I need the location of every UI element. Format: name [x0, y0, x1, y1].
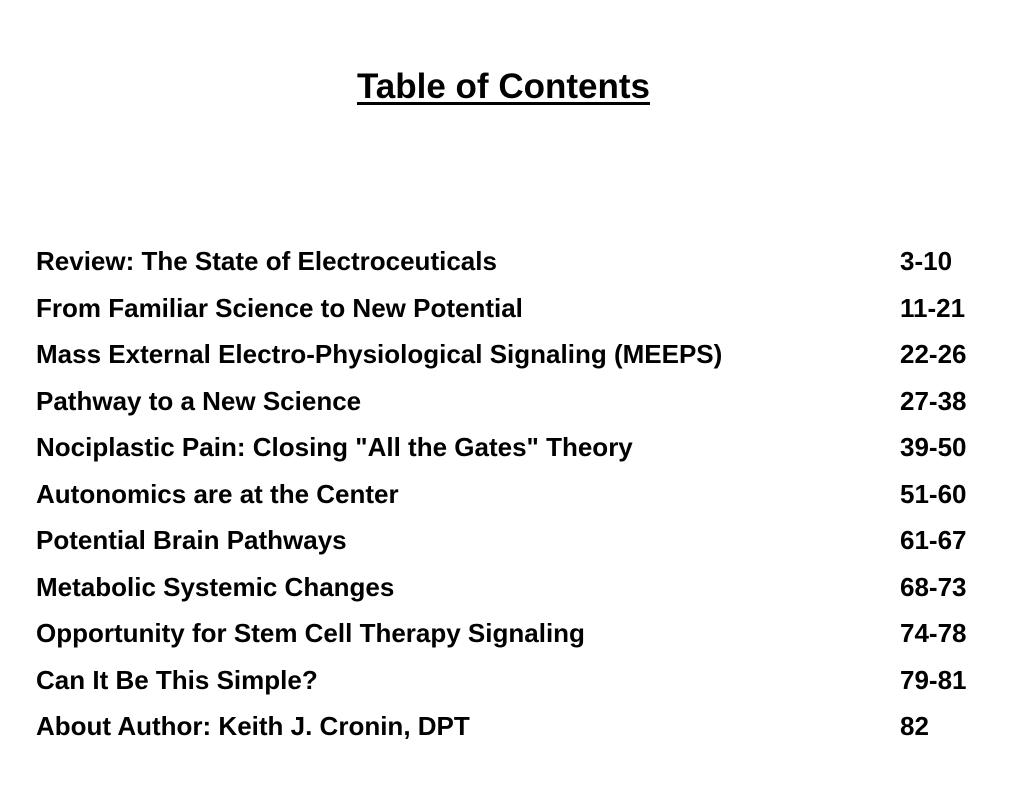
toc-entry-title: Metabolic Systemic Changes: [36, 571, 395, 602]
toc-entry-pages: 22-26: [900, 339, 967, 369]
toc-entry: [36, 429, 996, 476]
toc-entry-title: From Familiar Science to New Potential: [36, 292, 523, 323]
toc-entry-title: Mass External Electro-Physiological Signaling (MEEPS): [36, 339, 723, 369]
toc-list: [36, 243, 996, 755]
toc-entry: [36, 243, 996, 290]
toc-entry-pages: 11-21: [900, 292, 966, 323]
toc-entry-pages: 68-73: [900, 571, 967, 602]
toc-entry: [36, 522, 996, 569]
toc-entry: [36, 290, 996, 337]
toc-entry-title: Potential Brain Pathways: [36, 525, 347, 555]
toc-entry-title: Opportunity for Stem Cell Therapy Signaling: [36, 618, 585, 648]
toc-entry-title: Nociplastic Pain: Closing "All the Gates" Theory: [36, 432, 633, 462]
toc-entry-pages: 3-10: [900, 246, 953, 276]
toc-entry-pages: 61-67: [900, 525, 967, 555]
toc-entry: [36, 383, 996, 430]
toc-entry-title: Autonomics are at the Center: [36, 478, 399, 509]
toc-entry-pages: 51-60: [900, 478, 967, 509]
toc-entry-pages: 82: [900, 711, 929, 741]
toc-entry-title: Can It Be This Simple?: [36, 664, 318, 695]
toc-entry-pages: 39-50: [900, 432, 967, 462]
toc-entry: [36, 476, 996, 523]
page-title: Table of Contents: [357, 67, 650, 106]
toc-entry: [36, 336, 996, 383]
toc-entry-pages: 79-81: [900, 664, 967, 695]
toc-entry: [36, 708, 996, 755]
toc-entry: [36, 662, 996, 709]
toc-entry-title: Pathway to a New Science: [36, 385, 362, 416]
toc-entry: [36, 569, 996, 616]
toc-entry-title: Review: The State of Electroceuticals: [36, 246, 497, 276]
toc-entry-pages: 74-78: [900, 618, 967, 648]
toc-entry-title: About Author: Keith J. Cronin, DPT: [36, 711, 470, 741]
toc-entry: [36, 615, 996, 662]
toc-entry-pages: 27-38: [900, 385, 967, 416]
